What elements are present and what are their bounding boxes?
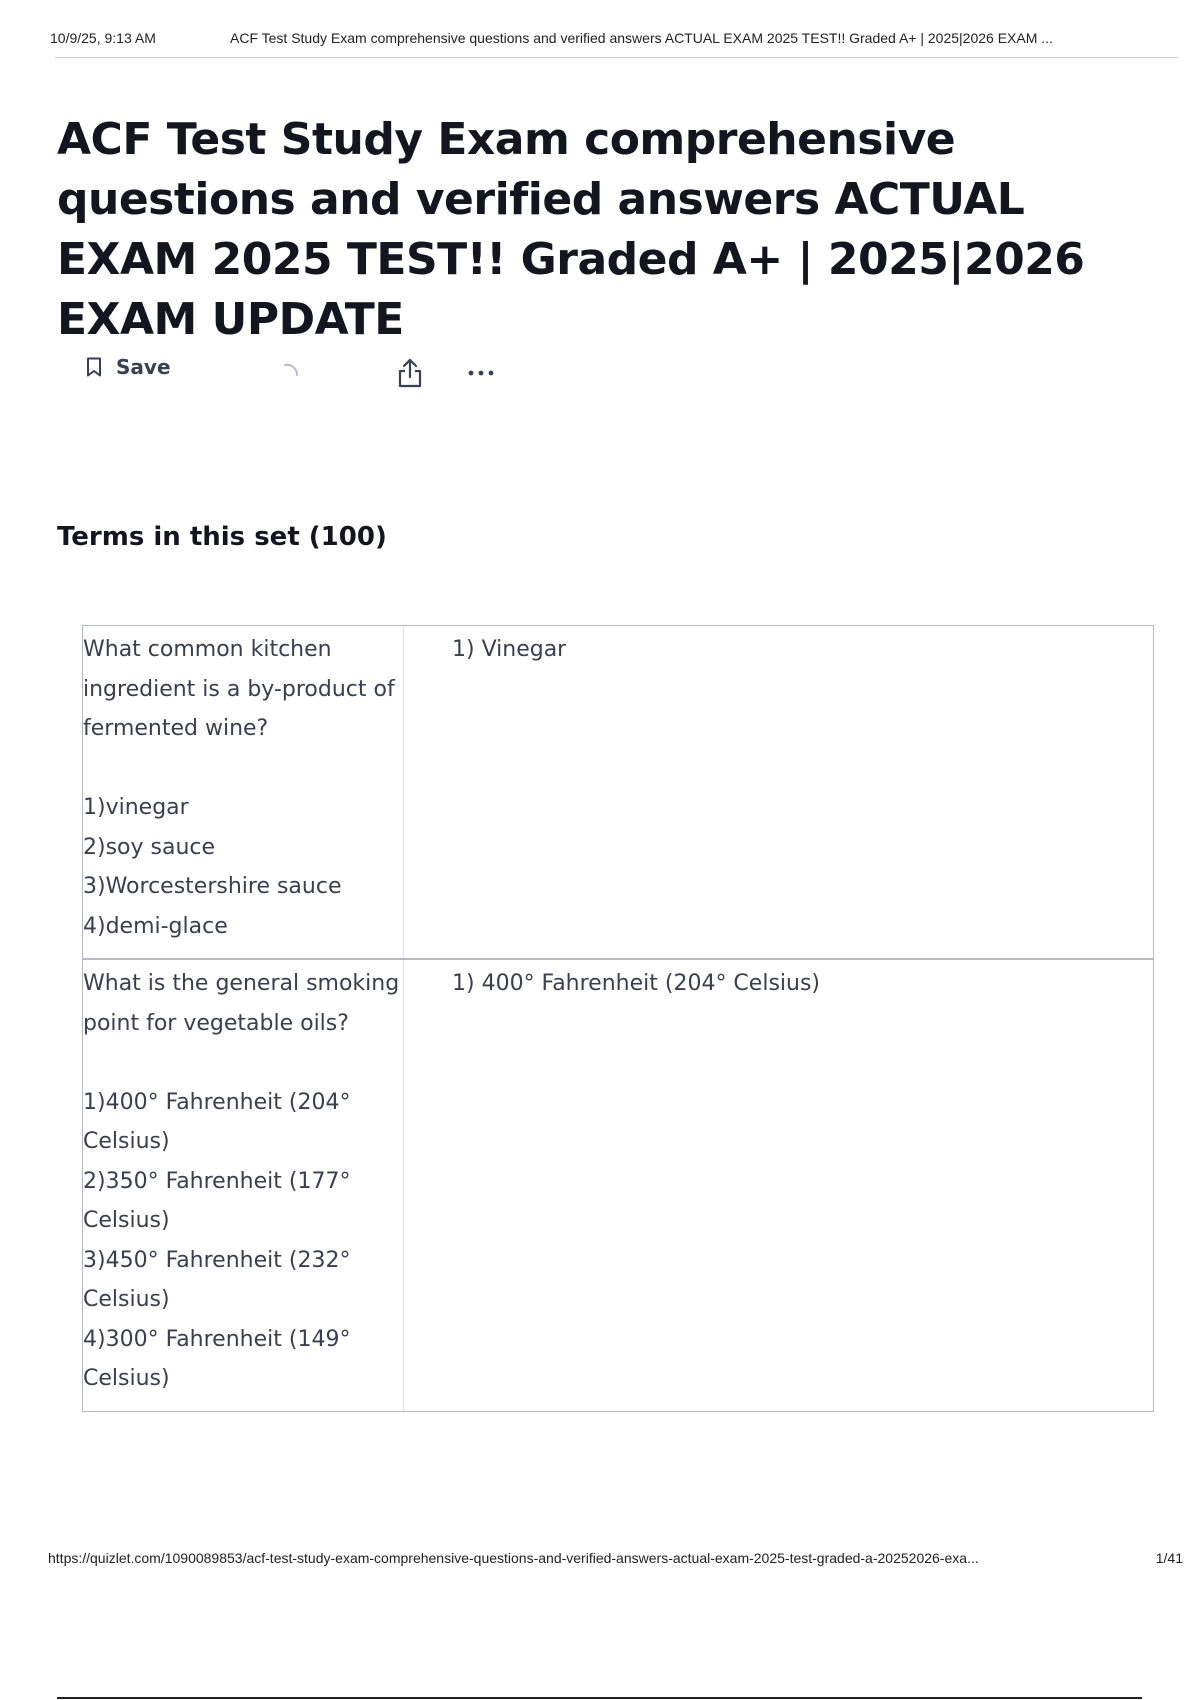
share-icon [396, 357, 424, 389]
print-url: https://quizlet.com/1090089853/acf-test-study-exam-comprehensive-questions-and-verified-answers-actual-exam-2025-test-graded-a-20252026-exa... [48, 1550, 979, 1566]
terms-heading: Terms in this set (100) [57, 522, 387, 552]
page-number: 1/41 [1155, 1550, 1183, 1566]
term-row [83, 626, 1153, 958]
term-question: What is the general smoking point for vegetable oils? 1)400° Fahrenheit (204° Celsius) 2)350° Fahrenheit (177° Celsius) 3)450° Fahrenheit (232° Celsius) 4)300° Fahrenheit (149° Celsius) [83, 960, 404, 1411]
loading-spinner-icon [276, 361, 302, 387]
term-question: What common kitchen ingredient is a by-product of fermented wine? 1)vinegar 2)soy sauce 3)Worcestershire sauce 4)demi-glace [83, 626, 404, 958]
term-answer: 1) Vinegar [452, 637, 567, 662]
bottom-divider [57, 1697, 1142, 1699]
save-button-label: Save [116, 355, 171, 379]
print-timestamp: 10/9/25, 9:13 AM [50, 30, 156, 46]
share-button[interactable] [396, 357, 424, 389]
print-doc-title: ACF Test Study Exam comprehensive questions and verified answers ACTUAL EXAM 2025 TEST!! Graded A+ | 2025|2026 EXAM ... [230, 30, 1053, 46]
save-button[interactable] [86, 355, 171, 379]
header-divider [55, 57, 1178, 58]
terms-table [82, 625, 1154, 1412]
bookmark-icon [86, 357, 102, 377]
more-options-button[interactable] [466, 357, 498, 387]
more-options-icon [466, 357, 498, 387]
page-title: ACF Test Study Exam comprehensive questions and verified answers ACTUAL EXAM 2025 TEST!! Graded A+ | 2025|2026 EXAM UPDATE [57, 114, 1085, 345]
term-row [83, 958, 1153, 1411]
term-answer: 1) 400° Fahrenheit (204° Celsius) [452, 971, 821, 996]
